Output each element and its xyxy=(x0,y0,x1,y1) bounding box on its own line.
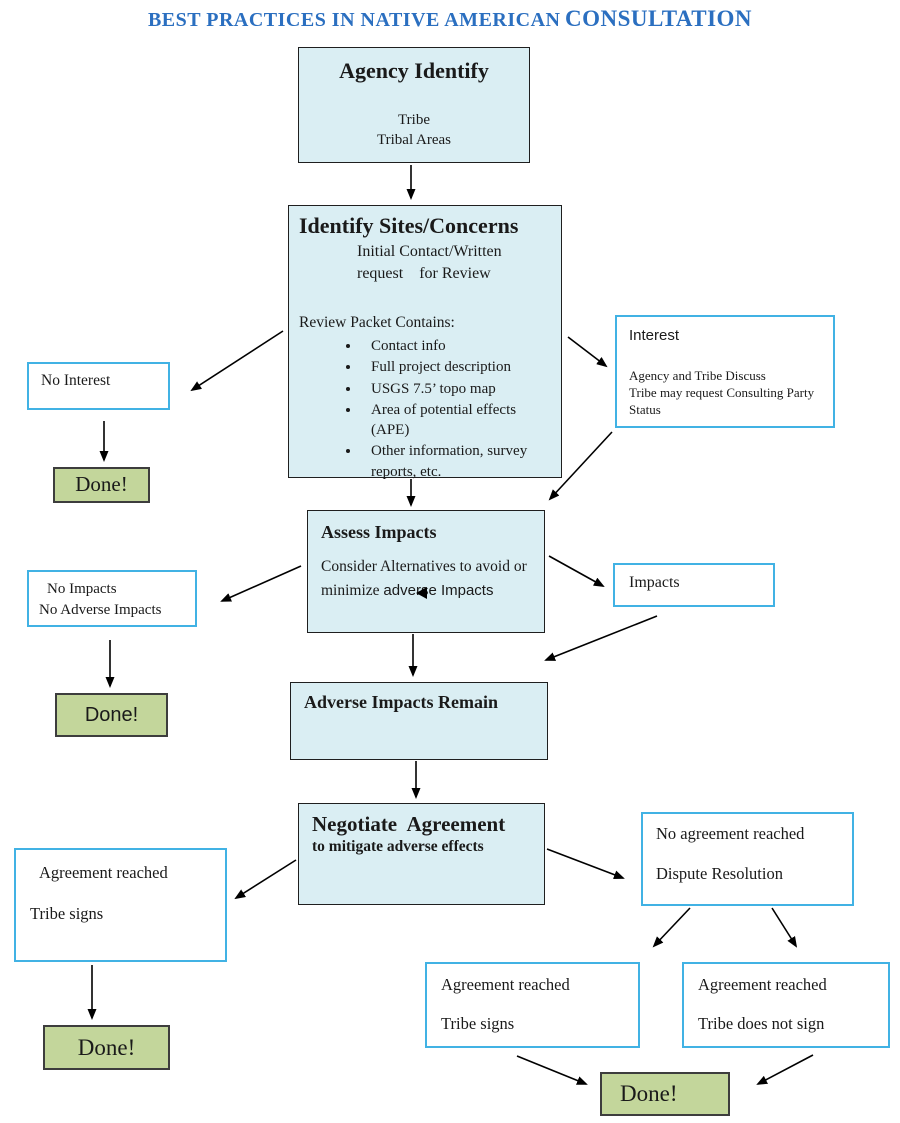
node-agreement-left-line2: Tribe signs xyxy=(30,904,104,923)
node-done-2 xyxy=(55,693,168,737)
node-no-impacts-line1: No Impacts xyxy=(47,581,117,597)
node-impacts-label: Impacts xyxy=(629,574,680,591)
node-adverse-remain-heading: Adverse Impacts Remain xyxy=(304,692,498,712)
node-agreement-mid xyxy=(425,962,640,1048)
node-adverse-remain xyxy=(290,682,548,760)
node-agency-identify-line1: Tribe xyxy=(398,112,430,128)
node-agreement-mid-line2: Tribe signs xyxy=(441,1014,515,1033)
review-packet-item: • Area of potential effects (APE) xyxy=(361,400,553,441)
node-agency-identify-line2: Tribal Areas xyxy=(376,132,452,149)
node-impacts xyxy=(613,563,775,607)
arrow-assess-to-no-impacts xyxy=(222,566,301,601)
node-identify-sites xyxy=(288,205,562,478)
node-done-4 xyxy=(600,1072,730,1116)
arrow-mid-to-done xyxy=(517,1056,586,1084)
node-agreement-left-line1: Agreement reached xyxy=(39,863,168,882)
node-assess-impacts-heading: Assess Impacts xyxy=(321,522,437,542)
node-done-1 xyxy=(53,467,150,503)
node-interest-body2: Tribe may request Consulting Party Status xyxy=(629,384,815,417)
arrow-identify-to-interest xyxy=(568,337,606,366)
review-packet-item: • USGS 7.5’ topo map xyxy=(361,379,553,399)
node-agency-identify-heading: Agency Identify xyxy=(339,58,489,83)
node-identify-sites-sub1: Initial Contact/Written xyxy=(357,243,502,260)
node-no-impacts xyxy=(27,570,197,627)
node-no-agreement-line1: No agreement reached xyxy=(656,824,805,843)
page-title-last: CONSULTATION xyxy=(564,6,753,31)
node-assess-impacts-body: Consider Alternatives to avoid or minimize xyxy=(321,558,527,600)
node-agreement-mid-line1: Agreement reached xyxy=(441,975,570,994)
review-packet-item: • Contact info xyxy=(361,336,553,356)
node-no-interest-label: No Interest xyxy=(41,372,111,389)
node-identify-sites-heading: Identify Sites/Concerns xyxy=(299,213,519,238)
node-negotiate-heading: Negotiate Agreement xyxy=(312,812,506,836)
node-no-impacts-line2: No Adverse Impacts xyxy=(39,602,162,618)
review-packet-item: • Other information, survey reports, etc. xyxy=(361,441,553,482)
node-no-agreement xyxy=(641,812,854,906)
arrow-identify-to-no-interest xyxy=(192,331,283,390)
node-identify-sites-sub2: request for Review xyxy=(357,264,491,282)
node-interest-heading: Interest xyxy=(629,327,680,344)
arrow-no-agreement-to-right xyxy=(772,908,796,946)
page-title-main: BEST PRACTICES IN NATIVE AMERICAN xyxy=(147,9,561,31)
node-no-interest xyxy=(27,362,170,410)
stray-arrowhead-artifact xyxy=(416,587,427,599)
node-done-3 xyxy=(43,1025,170,1070)
arrow-right-to-done xyxy=(758,1055,813,1084)
node-no-agreement-line2: Dispute Resolution xyxy=(656,864,783,883)
node-assess-impacts xyxy=(307,510,545,633)
node-identify-sites-packet-label: Review Packet Contains: xyxy=(299,314,455,332)
node-agreement-left xyxy=(14,848,227,962)
node-agreement-right-line1: Agreement reached xyxy=(698,975,827,994)
node-negotiate-sub: to mitigate adverse effects xyxy=(312,838,484,855)
page-title xyxy=(0,6,900,32)
review-packet-item: • Full project description xyxy=(361,357,553,377)
review-packet-list xyxy=(299,336,553,482)
arrow-impacts-to-adverse xyxy=(546,616,657,660)
node-interest-body1: Agency and Tribe Discuss xyxy=(629,368,766,383)
node-agency-identify xyxy=(298,47,530,163)
arrow-negotiate-to-no-agreement xyxy=(547,849,623,878)
node-done-2-label: Done! xyxy=(84,704,139,726)
arrow-negotiate-to-agreement-left xyxy=(236,860,296,898)
node-agreement-right xyxy=(682,962,890,1048)
node-done-3-label: Done! xyxy=(77,1035,136,1060)
arrow-assess-to-impacts xyxy=(549,556,603,586)
node-agreement-right-line2: Tribe does not sign xyxy=(698,1014,825,1033)
node-interest xyxy=(615,315,835,428)
arrow-no-agreement-to-mid xyxy=(654,908,690,946)
node-done-4-label: Done! xyxy=(620,1081,678,1106)
node-negotiate xyxy=(298,803,545,905)
node-assess-impacts-body-sans: adverse Impacts xyxy=(383,582,494,600)
node-done-1-label: Done! xyxy=(75,472,128,496)
